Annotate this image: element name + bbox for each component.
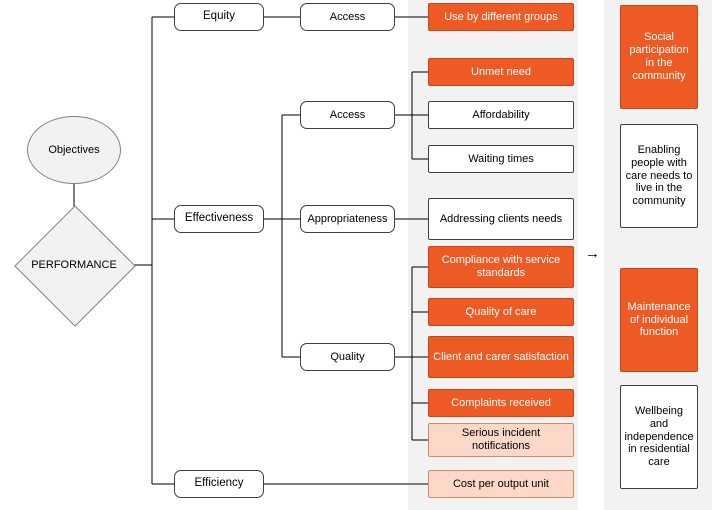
indicator-quality-of-care[interactable]: [428, 298, 574, 326]
indicator-label: Client and carer satisfaction: [433, 350, 569, 363]
objectives-node: [27, 116, 121, 184]
outcome-label: Enabling people with care needs to live in the community: [625, 143, 693, 208]
indicator-unmet-need[interactable]: [428, 58, 574, 86]
indicator-serious-incident-notifications[interactable]: [428, 423, 574, 457]
outcome-label: Wellbeing and independence in residential care: [624, 404, 694, 469]
indicator-client-and-carer-satisfaction[interactable]: [428, 336, 574, 378]
tier2-node-access-equity[interactable]: [300, 3, 395, 31]
indicator-label: Complaints received: [451, 396, 551, 409]
performance-label: PERFORMANCE: [31, 259, 117, 271]
tier2-label: Access: [329, 108, 366, 121]
indicator-label: Waiting times: [468, 152, 534, 165]
indicator-cost-per-output-unit[interactable]: [428, 470, 574, 498]
indicator-label: Cost per output unit: [452, 477, 549, 490]
outcome-social-participation[interactable]: [620, 5, 698, 109]
indicator-waiting-times[interactable]: [428, 145, 574, 173]
indicator-label: Use by different groups: [444, 10, 558, 23]
tier2-node-quality[interactable]: [300, 343, 395, 371]
indicator-complaints-received[interactable]: [428, 389, 574, 417]
indicator-label: Serious incident notifications: [461, 427, 541, 452]
indicator-label: Quality of care: [465, 305, 537, 318]
outcome-maintenance-of-individual-function[interactable]: [620, 268, 698, 372]
tier2-label: Appropriateness: [307, 212, 388, 225]
indicator-label: Compliance with service standards: [441, 254, 561, 279]
tier1-node-efficiency[interactable]: [174, 470, 264, 498]
tier1-label: Efficiency: [194, 477, 244, 490]
indicator-label: Unmet need: [471, 65, 531, 78]
performance-node: [14, 223, 134, 307]
outcome-wellbeing-and-independence[interactable]: [620, 385, 698, 489]
indicator-label: Addressing clients needs: [439, 212, 563, 225]
tier1-node-equity[interactable]: [174, 3, 264, 31]
indicator-addressing-clients-needs[interactable]: [428, 198, 574, 240]
outcome-enabling-people-to-live-in-community[interactable]: [620, 124, 698, 228]
outcome-label: Social participation in the community: [629, 31, 689, 82]
tier1-node-effectiveness[interactable]: [174, 205, 264, 233]
tier2-label: Access: [329, 10, 366, 23]
indicator-compliance-with-service-standards[interactable]: [428, 246, 574, 288]
indicator-affordability[interactable]: [428, 101, 574, 129]
indicator-use-by-different-groups[interactable]: [428, 3, 574, 31]
tier2-node-appropriateness[interactable]: [300, 205, 395, 233]
tier1-label: Equity: [203, 10, 235, 23]
tier2-node-access-effectiveness[interactable]: [300, 101, 395, 129]
objectives-label: Objectives: [48, 144, 100, 156]
flow-arrow-icon: →: [585, 245, 600, 262]
tier1-label: Effectiveness: [184, 212, 254, 225]
tier2-label: Quality: [330, 350, 365, 363]
indicator-label: Affordability: [472, 108, 530, 121]
outcome-label: Maintenance of individual function: [627, 300, 691, 339]
